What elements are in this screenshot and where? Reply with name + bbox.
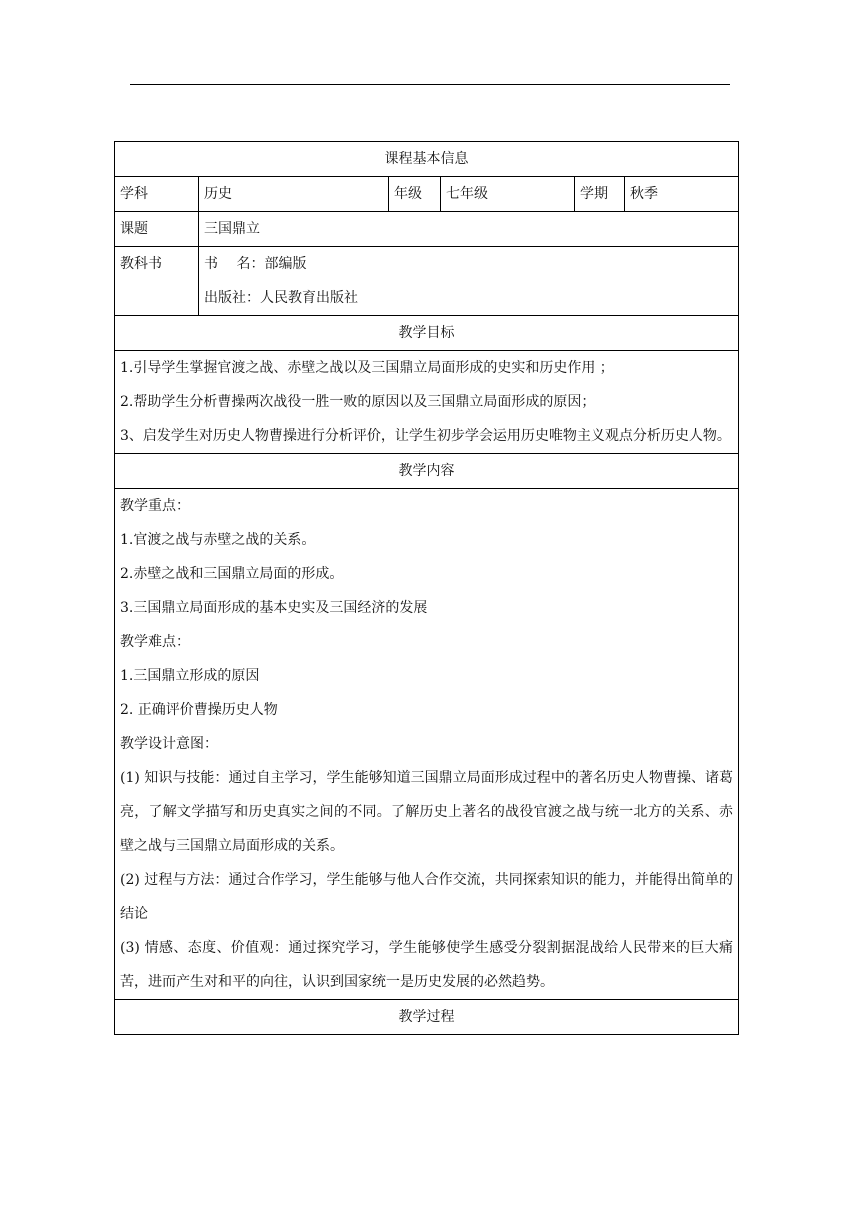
topic-label: 课题 [115,212,199,247]
publisher-label: 出版社： [204,290,260,306]
section-title-objectives: 教学目标 [115,316,739,351]
design-label: 教学设计意图： [120,736,218,752]
grade-label: 年级 [389,177,441,212]
publisher-line [204,281,733,315]
subject-label: 学科 [115,177,199,212]
difficulty-item: 1.三国鼎立形成的原因 [120,668,260,684]
design-item: (3) 情感、态度、价值观：通过探究学习，学生能够使学生感受分裂割据混战给人民带来的巨大痛苦，进而产生对和平的向往，认识到国家统一是历史发展的必然趋势。 [120,940,734,990]
objectives-row [115,351,739,454]
section-header-content [115,454,739,489]
section-header-basic-info [115,142,739,177]
section-title-process: 教学过程 [115,1000,739,1035]
content-row [115,489,739,1000]
section-title-content: 教学内容 [115,454,739,489]
term-label: 学期 [575,177,625,212]
objective-item: 3、启发学生对历史人物曹操进行分析评价，让学生初步学会运用历史唯物主义观点分析历史人物。 [120,428,731,444]
textbook-label: 教科书 [115,247,199,316]
objective-item: 2.帮助学生分析曹操两次战役一胜一败的原因以及三国鼎立局面形成的原因； [120,394,596,410]
lesson-plan-table [114,141,739,1035]
publisher-value: 人民教育出版社 [260,290,358,306]
term-value: 秋季 [625,177,739,212]
header-rule [130,84,730,85]
design-item: (1) 知识与技能：通过自主学习，学生能够知道三国鼎立局面形成过程中的著名历史人物曹操、诸葛亮，了解文学描写和历史真实之间的不同。了解历史上著名的战役官渡之战与统一北方的关系、赤壁之战与三国鼎立局面形成的关系。 [120,770,734,854]
objective-item: 1.引导学生掌握官渡之战、赤壁之战以及三国鼎立局面形成的史实和历史作用 ； [120,360,614,376]
book-name-label: 书 名： [204,256,265,272]
objectives-body [115,351,739,454]
key-point-item: 1.官渡之战与赤壁之战的关系。 [120,532,316,548]
section-header-process [115,1000,739,1035]
section-title-basic-info: 课程基本信息 [115,142,739,177]
key-points-label: 教学重点： [120,498,190,514]
key-point-item: 2.赤壁之战和三国鼎立局面的形成。 [120,566,344,582]
design-item: (2) 过程与方法：通过合作学习，学生能够与他人合作交流，共同探索知识的能力，并能得出简单的结论 [120,872,734,922]
section-header-objectives [115,316,739,351]
grade-value: 七年级 [441,177,575,212]
difficulties-label: 教学难点： [120,634,190,650]
textbook-details [199,247,739,316]
subject-value: 历史 [199,177,389,212]
content-body [115,489,739,1000]
info-row-topic [115,212,739,247]
book-name-value: 部编版 [264,256,307,272]
info-row-subject [115,177,739,212]
key-point-item: 3.三国鼎立局面形成的基本史实及三国经济的发展 [120,600,428,616]
info-row-textbook [115,247,739,316]
book-name-line [204,247,733,281]
difficulty-item: 2. 正确评价曹操历史人物 [120,702,278,718]
topic-value: 三国鼎立 [199,212,739,247]
